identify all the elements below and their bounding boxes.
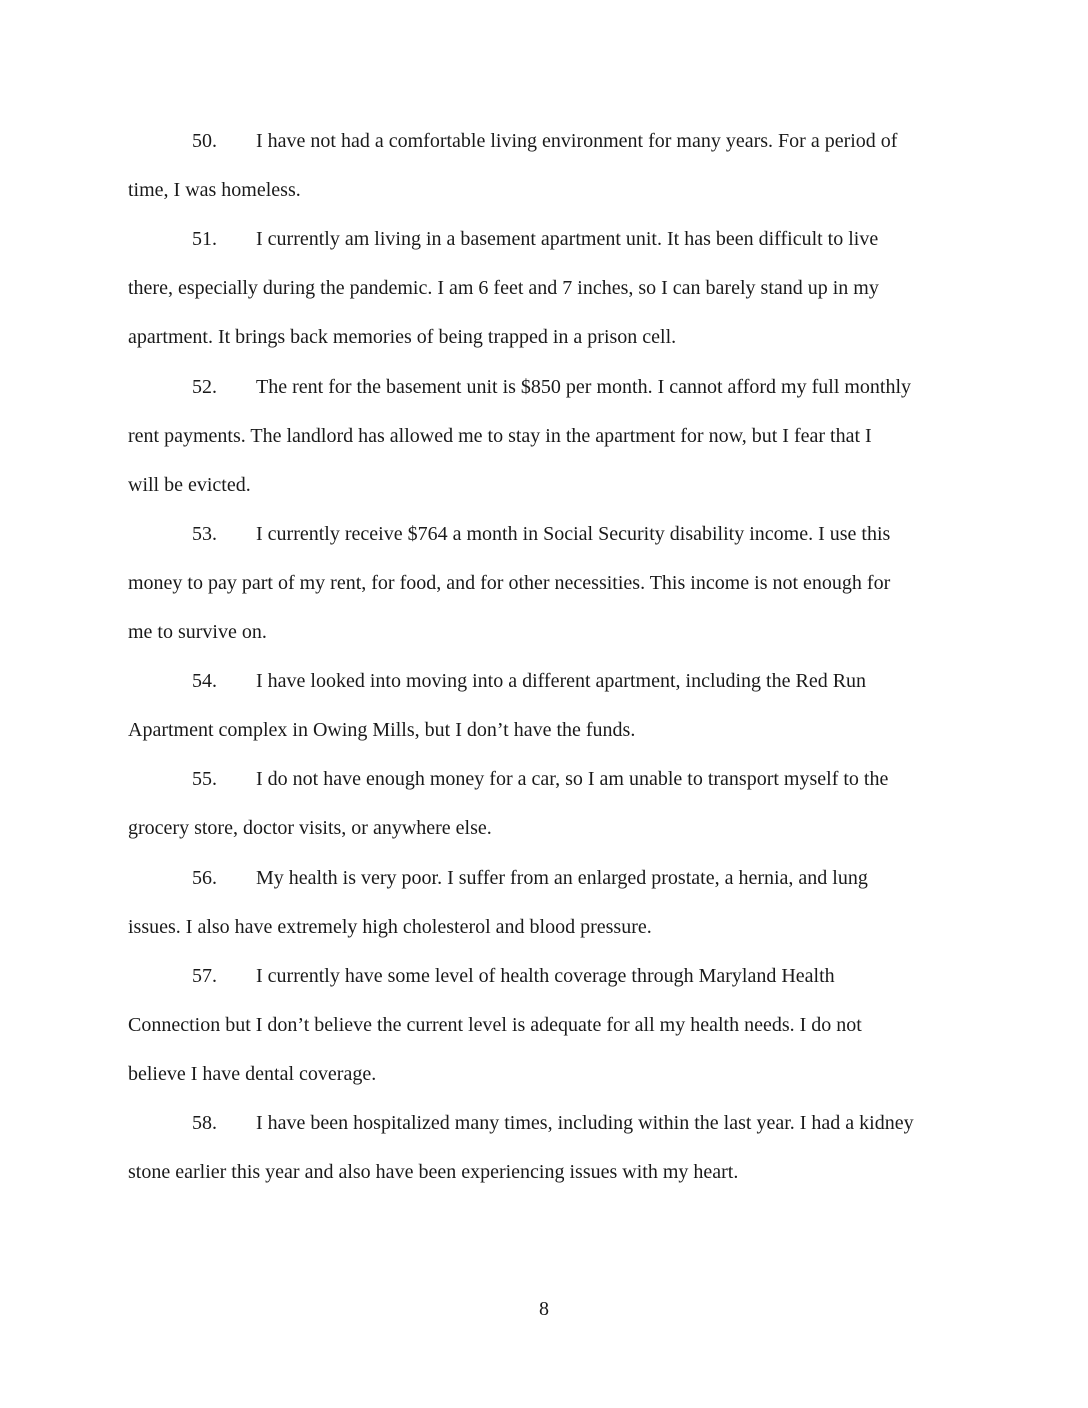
- paragraph-text: I have been hospitalized many times, including within the last year. I had a kidney: [256, 1112, 914, 1134]
- paragraph-line: [128, 916, 652, 938]
- paragraph-first-line: [192, 965, 835, 987]
- paragraph-text: I currently am living in a basement apartment unit. It has been difficult to live: [256, 228, 879, 250]
- paragraph-text: The rent for the basement unit is $850 per month. I cannot afford my full monthly: [256, 376, 912, 398]
- paragraph-line: [128, 326, 676, 348]
- paragraph-text: apartment. It brings back memories of being trapped in a prison cell.: [128, 326, 677, 348]
- paragraph-line: [128, 425, 872, 447]
- paragraph-number: 52.: [192, 376, 217, 398]
- paragraph-text: me to survive on.: [128, 621, 267, 643]
- paragraph-text: Apartment complex in Owing Mills, but I don’t have the funds.: [128, 719, 636, 741]
- paragraph-text: rent payments. The landlord has allowed me to stay in the apartment for now, but I fear that I: [128, 425, 872, 447]
- paragraph-text: I have not had a comfortable living environment for many years. For a period of: [256, 130, 898, 152]
- page-number: 8: [539, 1298, 549, 1320]
- paragraph-number: 55.: [192, 768, 217, 790]
- paragraph-number: 50.: [192, 130, 217, 152]
- paragraph-line: [128, 719, 635, 741]
- paragraph-line: [128, 621, 267, 643]
- paragraph-number: 53.: [192, 523, 217, 545]
- paragraph-line: [128, 1063, 376, 1085]
- paragraph-text: stone earlier this year and also have been experiencing issues with my heart.: [128, 1161, 739, 1183]
- paragraph-text: I currently receive $764 a month in Social Security disability income. I use this: [256, 523, 891, 545]
- paragraph-text: I do not have enough money for a car, so I am unable to transport myself to the: [256, 768, 889, 790]
- paragraph-text: I have looked into moving into a different apartment, including the Red Run: [256, 670, 867, 692]
- paragraph-first-line: [192, 768, 888, 790]
- paragraph-number: 54.: [192, 670, 217, 692]
- paragraph-line: [128, 474, 251, 496]
- paragraph-first-line: [192, 228, 878, 250]
- paragraph-text: there, especially during the pandemic. I am 6 feet and 7 inches, so I can barely stand up in my: [128, 277, 879, 299]
- paragraph-line: [128, 179, 301, 201]
- paragraph-first-line: [192, 376, 911, 398]
- paragraph-text: grocery store, doctor visits, or anywhere else.: [128, 817, 492, 839]
- paragraph-text: I currently have some level of health coverage through Maryland Health: [256, 965, 835, 987]
- paragraph-text: issues. I also have extremely high cholesterol and blood pressure.: [128, 916, 652, 938]
- paragraph-text: time, I was homeless.: [128, 179, 301, 201]
- paragraph-number: 51.: [192, 228, 217, 250]
- paragraph-text: money to pay part of my rent, for food, and for other necessities. This income is not enough for: [128, 572, 891, 594]
- paragraph-number: 56.: [192, 867, 217, 889]
- paragraph-number: 57.: [192, 965, 217, 987]
- paragraph-line: [128, 1161, 738, 1183]
- paragraph-first-line: [192, 523, 890, 545]
- paragraph-first-line: [192, 1112, 914, 1134]
- paragraph-line: [128, 817, 492, 839]
- paragraph-text: will be evicted.: [128, 474, 251, 496]
- paragraph-text: Connection but I don’t believe the current level is adequate for all my health needs. I do not: [128, 1014, 862, 1036]
- paragraph-text: My health is very poor. I suffer from an enlarged prostate, a hernia, and lung: [256, 867, 868, 889]
- paragraph-line: [128, 572, 890, 594]
- paragraph-first-line: [192, 867, 868, 889]
- paragraph-line: [128, 1014, 862, 1036]
- paragraph-first-line: [192, 130, 897, 152]
- paragraph-text: believe I have dental coverage.: [128, 1063, 377, 1085]
- paragraph-line: [128, 277, 879, 299]
- paragraph-first-line: [192, 670, 866, 692]
- paragraph-number: 58.: [192, 1112, 217, 1134]
